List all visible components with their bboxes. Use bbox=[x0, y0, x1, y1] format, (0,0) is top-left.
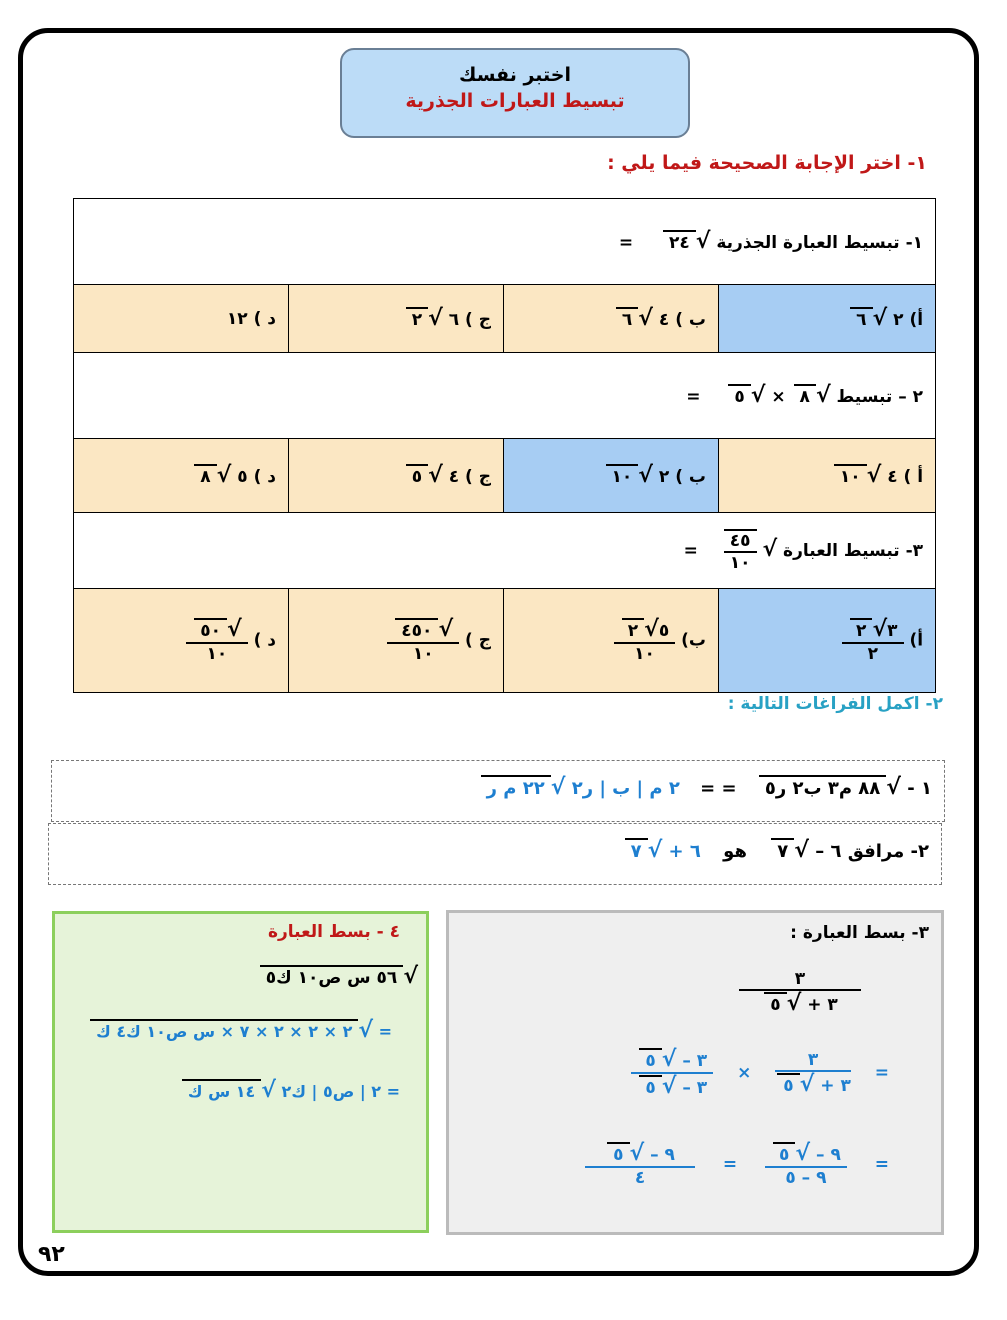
sqrt-icon: √ bbox=[786, 991, 802, 1016]
section2-heading: ٢- اكمل الفراغات التالية : bbox=[727, 694, 943, 714]
sqrt-icon: √ bbox=[629, 1141, 645, 1166]
page-subtitle: تبسيط العبارات الجذرية bbox=[405, 90, 625, 112]
q3-option-d[interactable]: د ) $\frac{√٥٠}{١٠}$ bbox=[74, 589, 289, 693]
sqrt-icon: √ bbox=[261, 1078, 276, 1103]
sqrt-icon: √ bbox=[661, 1074, 677, 1099]
sqrt-icon: √ bbox=[403, 964, 418, 989]
sqrt-icon: √ bbox=[638, 306, 653, 331]
q1-equals: = bbox=[618, 233, 634, 253]
page-number: ٩٢ bbox=[38, 1242, 65, 1267]
section3-title: ٣- بسط العبارة : bbox=[790, 923, 929, 943]
sqrt-icon: √ bbox=[799, 1071, 815, 1097]
q2-option-b[interactable]: ب ) ٢ √١٠ bbox=[504, 439, 719, 513]
q3-option-b[interactable]: ب) $\frac{٥√٢}{١٠}$ bbox=[504, 589, 719, 693]
sqrt-icon: √ bbox=[695, 229, 711, 254]
sqrt-icon: √ bbox=[750, 383, 766, 408]
title-box bbox=[340, 48, 690, 138]
item2-answer: ٦ + bbox=[668, 841, 701, 862]
fill-item-1: ١ - √٨٨ م٣ ب٢ ر٥ = = ٢ م | ب | ر٢ √٢٢ م ر bbox=[51, 760, 945, 822]
section1-heading: ١- اختر الإجابة الصحيحة فيما يلي : bbox=[607, 152, 927, 174]
sqrt-icon: √ bbox=[794, 838, 809, 863]
sqrt-icon: √ bbox=[762, 536, 778, 562]
q1-text: ١- تبسيط العبارة الجذرية bbox=[716, 233, 924, 253]
sqrt-icon: √ bbox=[226, 617, 242, 642]
fill-item-2: ٢- مرافق ٦ – √٧ هو ٦ + √٧ bbox=[48, 823, 942, 885]
question-1 bbox=[74, 199, 936, 285]
sqrt-icon: √ bbox=[872, 617, 888, 642]
q1-option-b[interactable]: ب ) ٤ √٦ bbox=[504, 285, 719, 353]
sqrt-icon: √ bbox=[866, 463, 882, 488]
sqrt-icon: √ bbox=[358, 1018, 374, 1043]
item1-answer: ٢ م | ب | ر٢ bbox=[571, 778, 680, 799]
sqrt-icon: √ bbox=[428, 463, 443, 488]
sqrt-icon: √ bbox=[428, 306, 443, 331]
sqrt-icon: √ bbox=[438, 617, 454, 642]
multiple-choice-table bbox=[73, 198, 936, 693]
sqrt-icon: √ bbox=[216, 463, 232, 488]
q1-option-a[interactable]: أ) ٢ √٦ bbox=[719, 285, 936, 353]
section3-box: ٣- بسط العبارة : $\frac{٣}{٣ + √٥}$ = $\frac{٣}{٣ + √٥}$ × $\frac{٣ - √٥}{٣ - √٥}$ = $\frac{٩ - √٥}{٩ - ٥}$ = $\frac{٩ - √٥}{٤}$ bbox=[446, 910, 944, 1235]
sqrt-icon: √ bbox=[550, 775, 566, 800]
q1-option-d[interactable]: د ) ١٢ bbox=[74, 285, 289, 353]
sqrt-icon: √ bbox=[815, 383, 831, 408]
section4-title: ٤ - بسط العبارة bbox=[267, 922, 400, 942]
sqrt-icon: √ bbox=[647, 838, 663, 863]
sqrt-icon: √ bbox=[638, 463, 653, 488]
q2-text: ٢ – تبسيط bbox=[836, 387, 924, 407]
q2-option-a[interactable]: أ ) ٤ √١٠ bbox=[719, 439, 936, 513]
sqrt-icon: √ bbox=[886, 775, 901, 800]
sqrt-icon: √ bbox=[661, 1047, 677, 1072]
q3-option-a[interactable]: أ) $\frac{٣√٢}{٢}$ bbox=[719, 589, 936, 693]
q2-option-c[interactable]: ج ) ٤ √٥ bbox=[289, 439, 504, 513]
q1-option-c[interactable]: ج ) ٦ √٢ bbox=[289, 285, 504, 353]
section4-box: ٤ - بسط العبارة √٥٦ س ص١٠ ك٥ = √٢ × ٢ × ٢ × ٧ × س ص١٠ ك٤ ك = ٢ | ص٥ | ك٢ √١٤ س ك bbox=[52, 911, 429, 1233]
q2-option-d[interactable]: د ) ٥ √٨ bbox=[74, 439, 289, 513]
page-title: اختبر نفسك bbox=[459, 64, 571, 86]
q3-text: ٣- تبسيط العبارة bbox=[783, 540, 924, 561]
question-3: ٣- تبسيط العبارة √ $\frac{٤٥}{١٠}$ = bbox=[74, 513, 936, 589]
sqrt-icon: √ bbox=[795, 1141, 811, 1166]
q1-radicand: ٢٤ bbox=[663, 233, 696, 253]
sqrt-icon: √ bbox=[644, 617, 659, 642]
sqrt-icon: √ bbox=[872, 306, 888, 331]
question-2: ٢ – تبسيط √٨ × √٥ = bbox=[74, 353, 936, 439]
q3-option-c[interactable]: ج ) $\frac{√٤٥٠}{١٠}$ bbox=[289, 589, 504, 693]
